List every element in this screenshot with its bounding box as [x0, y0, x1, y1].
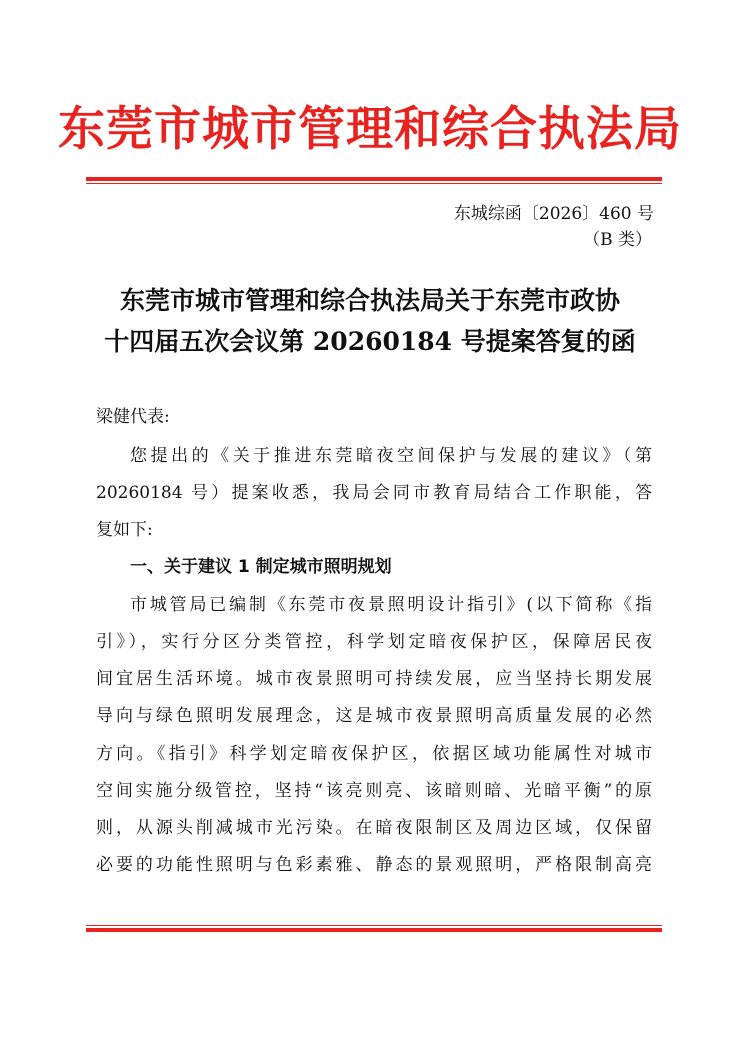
paragraph-2-line-8: 必要的功能性照明与色彩素雅、静态的景观照明，严格限制高亮	[96, 855, 652, 875]
paragraph-2-line-3: 间宜居生活环境。城市夜景照明可持续发展，应当坚持长期发展	[96, 669, 652, 689]
paragraph-1-line-1: 您提出的《关于推进东莞暗夜空间保护与发展的建议》（第	[130, 446, 652, 466]
footer-rule-thick	[86, 928, 662, 932]
paragraph-2-line-7: 则，从源头削减城市光污染。在暗夜限制区及周边区域，仅保留	[96, 818, 652, 838]
paragraph-2-line-5: 方向。《指引》科学划定暗夜保护区，依据区域功能属性对城市	[96, 744, 652, 764]
footer-rule-thin	[86, 925, 662, 926]
document-classification: （B 类）	[583, 230, 652, 250]
paragraph-1-line-2: 20260184 号）提案收悉，我局会同市教育局结合工作职能，答	[96, 483, 652, 503]
paragraph-1-line-3: 复如下:	[96, 520, 153, 540]
letterhead-title: 东莞市城市管理和综合执法局	[58, 102, 682, 157]
letterhead-rule-thin	[86, 183, 662, 184]
document-number: 东城综函〔2026〕460 号	[453, 204, 654, 224]
paragraph-2-line-6: 空间实施分级管控，坚持“该亮则亮、该暗则暗、光暗平衡”的原	[96, 781, 652, 801]
paragraph-2-line-2: 引》），实行分区分类管控，科学划定暗夜保护区，保障居民夜	[96, 632, 652, 652]
document-title-line-2: 十四届五次会议第 20260184 号提案答复的函	[104, 327, 636, 356]
document-title-line-1: 东莞市城市管理和综合执法局关于东莞市政协	[119, 286, 620, 315]
letterhead-rule-thick	[86, 177, 662, 181]
section-1-heading: 一、关于建议 1 制定城市照明规划	[130, 557, 392, 577]
paragraph-2-line-4: 导向与绿色照明发展理念，这是城市夜景照明高质量发展的必然	[96, 706, 652, 726]
paragraph-2-line-1: 市城管局已编制《东莞市夜景照明设计指引》(以下简称《指	[130, 595, 652, 615]
salutation: 梁健代表:	[96, 407, 170, 427]
